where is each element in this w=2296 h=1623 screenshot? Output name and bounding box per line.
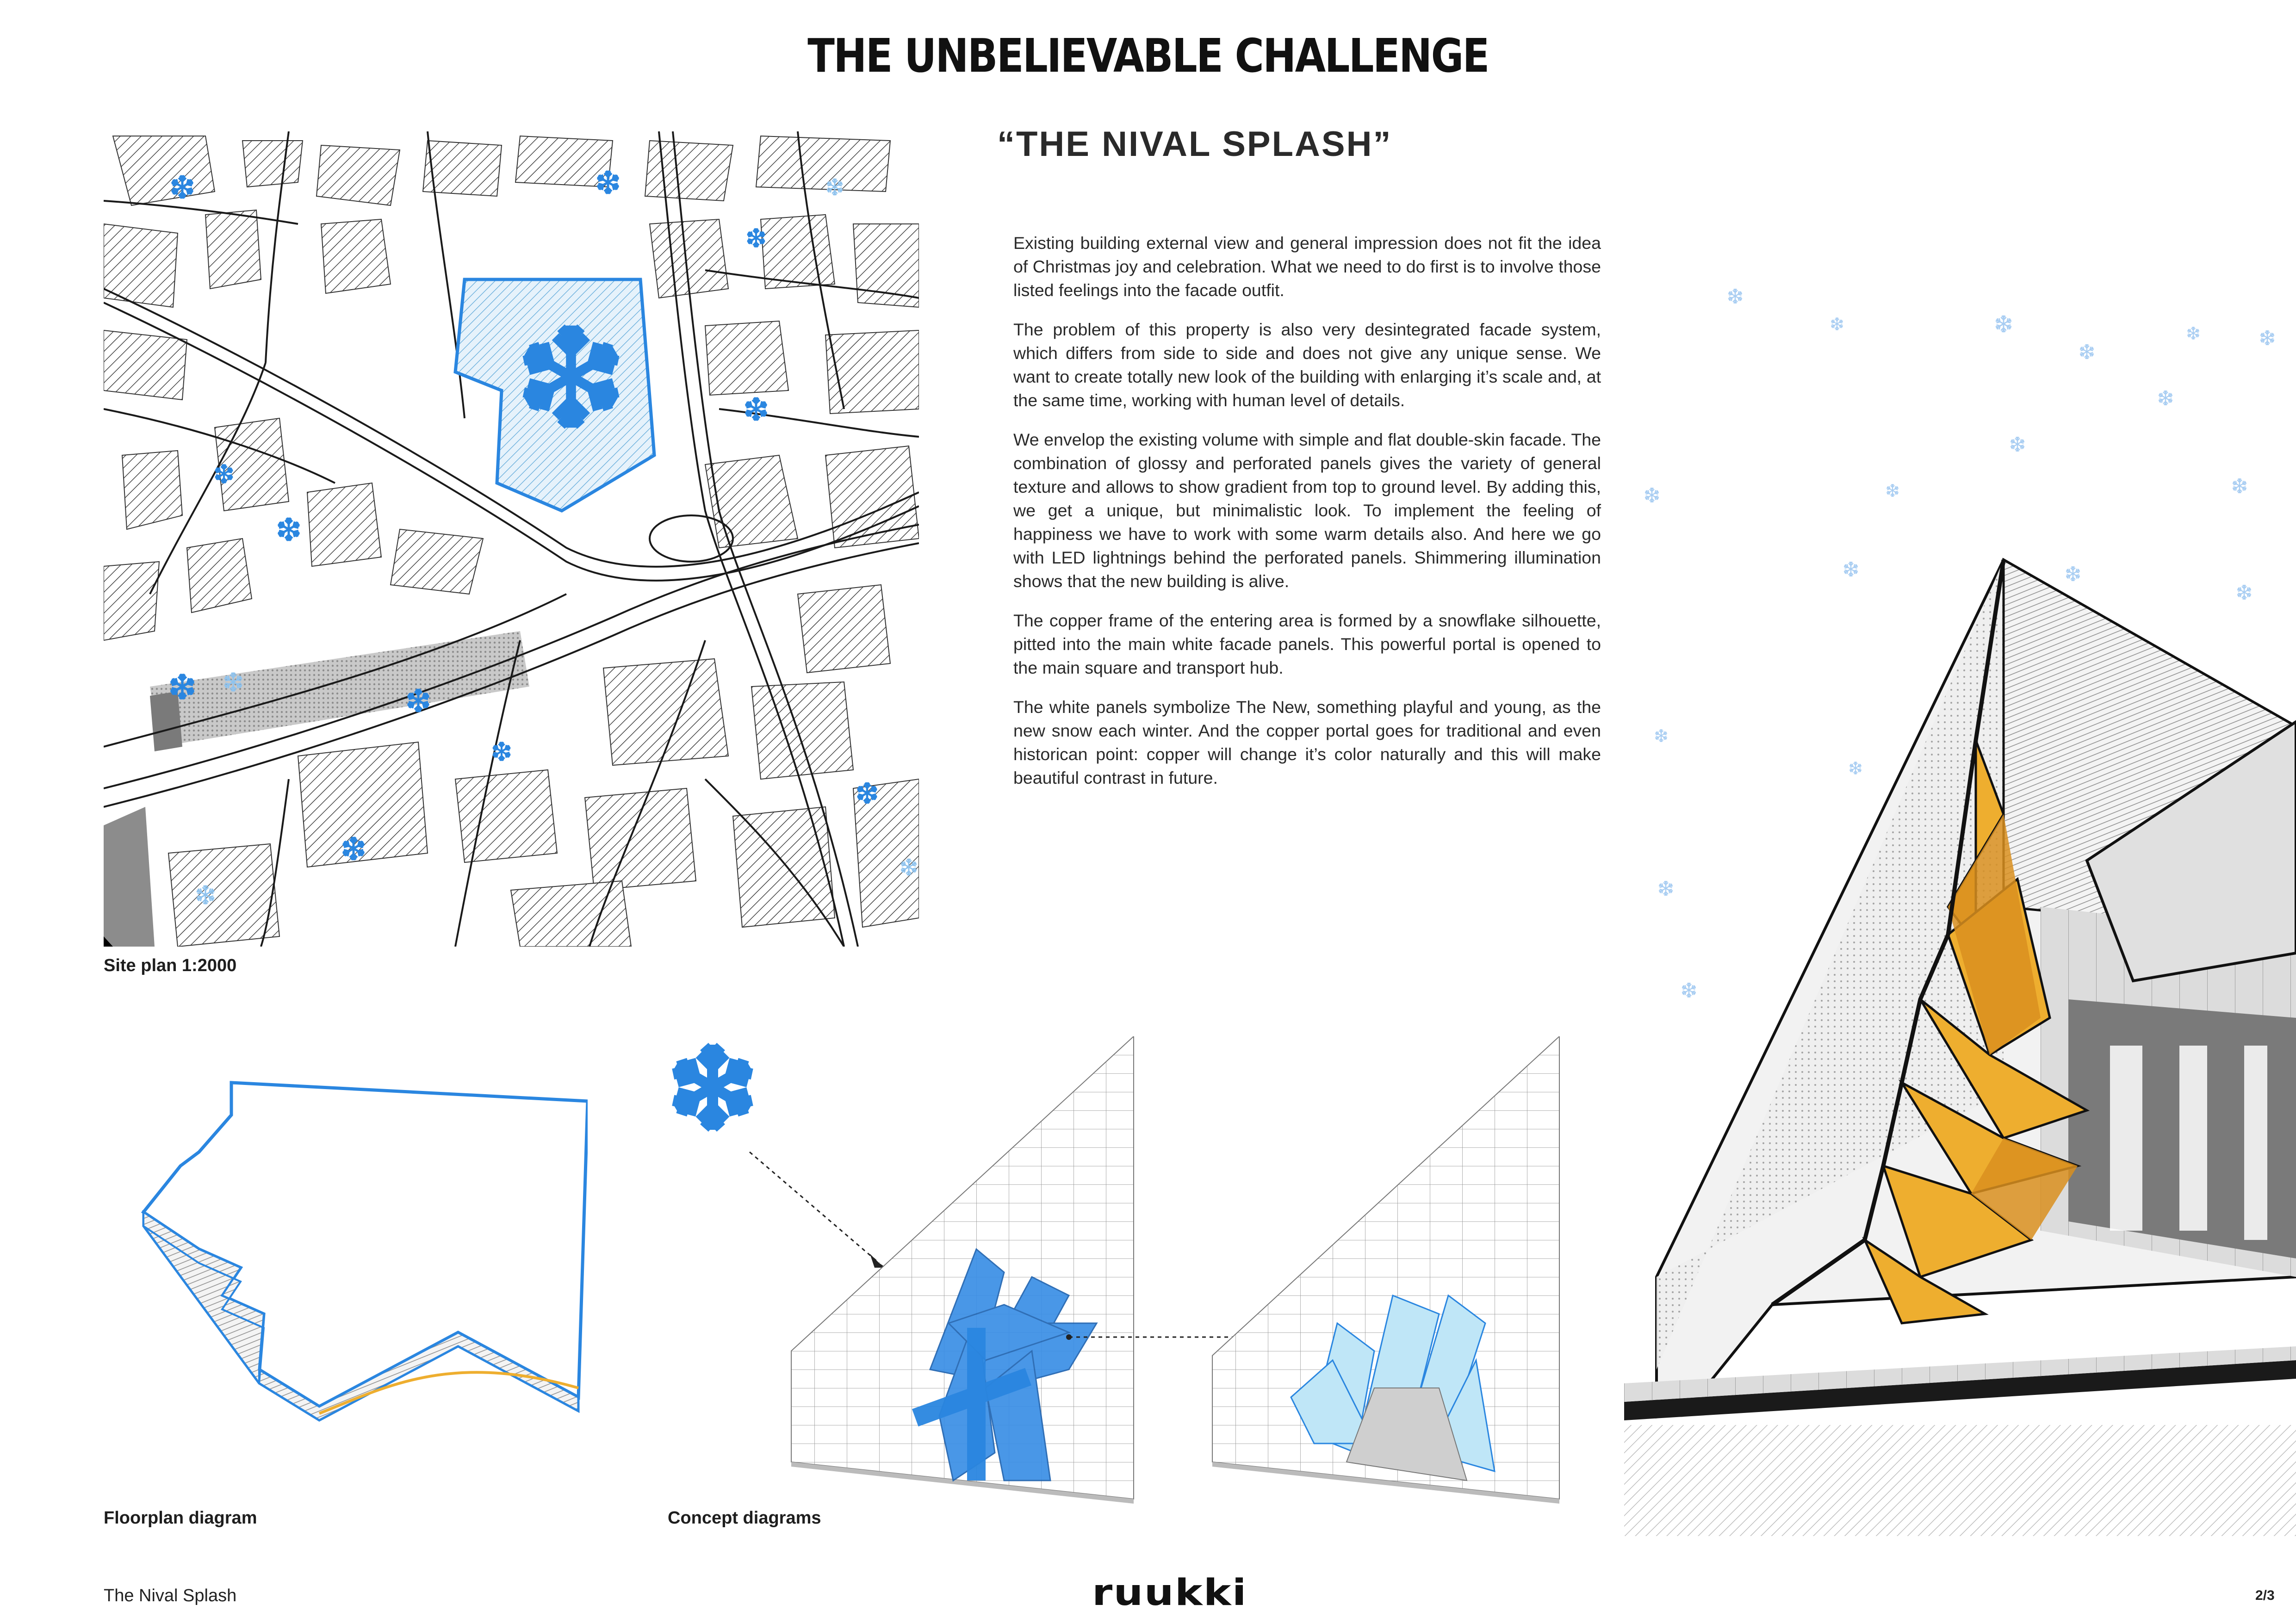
project-title: “THE NIVAL SPLASH” [997, 124, 1392, 164]
floorplan-caption: Floorplan diagram [104, 1508, 257, 1528]
paragraph-4: The copper frame of the entering area is formed by a snowflake silhouette, pitted into the main white facade panels. This powerful portal is opened to the main square and transport hub. [1013, 611, 1601, 677]
concept-caption: Concept diagrams [668, 1508, 821, 1528]
paragraph-1: Existing building external view and general impression does not fit the idea of Christmas joy and celebration. What we need to do first is to involve those listed feelings into the facade outfit. [1013, 233, 1601, 300]
paragraph-5: The white panels symbolize The New, something playful and young, as the new snow each winter. And the copper portal goes for traditional and even historican point: copper will change it’s color naturally and this will make beautiful contrast in future. [1013, 697, 1601, 787]
paragraph-2: The problem of this property is also very desintegrated facade system, which differs from side to side and does not give any unique sense. We want to create totally new look of the building with enlarging it’s scale and, at the same time, working with human level of details. [1013, 320, 1601, 410]
page-number: 2/3 [2255, 1588, 2275, 1603]
concept-diagrams [652, 1036, 1606, 1518]
ruukki-logo: ruukki [1092, 1572, 1247, 1614]
site-plan-caption: Site plan 1:2000 [104, 956, 237, 975]
site-plan-map [104, 131, 919, 947]
project-description [1013, 231, 1601, 805]
building-render [1624, 259, 2296, 1536]
footer-project-name: The Nival Splash [104, 1586, 237, 1605]
paragraph-3: We envelop the existing volume with simple and flat double-skin facade. The combination of glossy and perforated panels gives the variety of general texture and allows to show gradient from top to ground level. By adding this, we get a unique, but minimalistic look. To implement the feeling of happiness we have to work with some warm details also. And here we go with LED lightnings behind the perforated panels. Shimmering illumination shows that the new building is alive. [1013, 430, 1601, 591]
floorplan-diagram [125, 1073, 588, 1443]
concept-snowflake-icon [669, 1045, 756, 1130]
page-title: THE UNBELIEVABLE CHALLENGE [807, 29, 1489, 83]
